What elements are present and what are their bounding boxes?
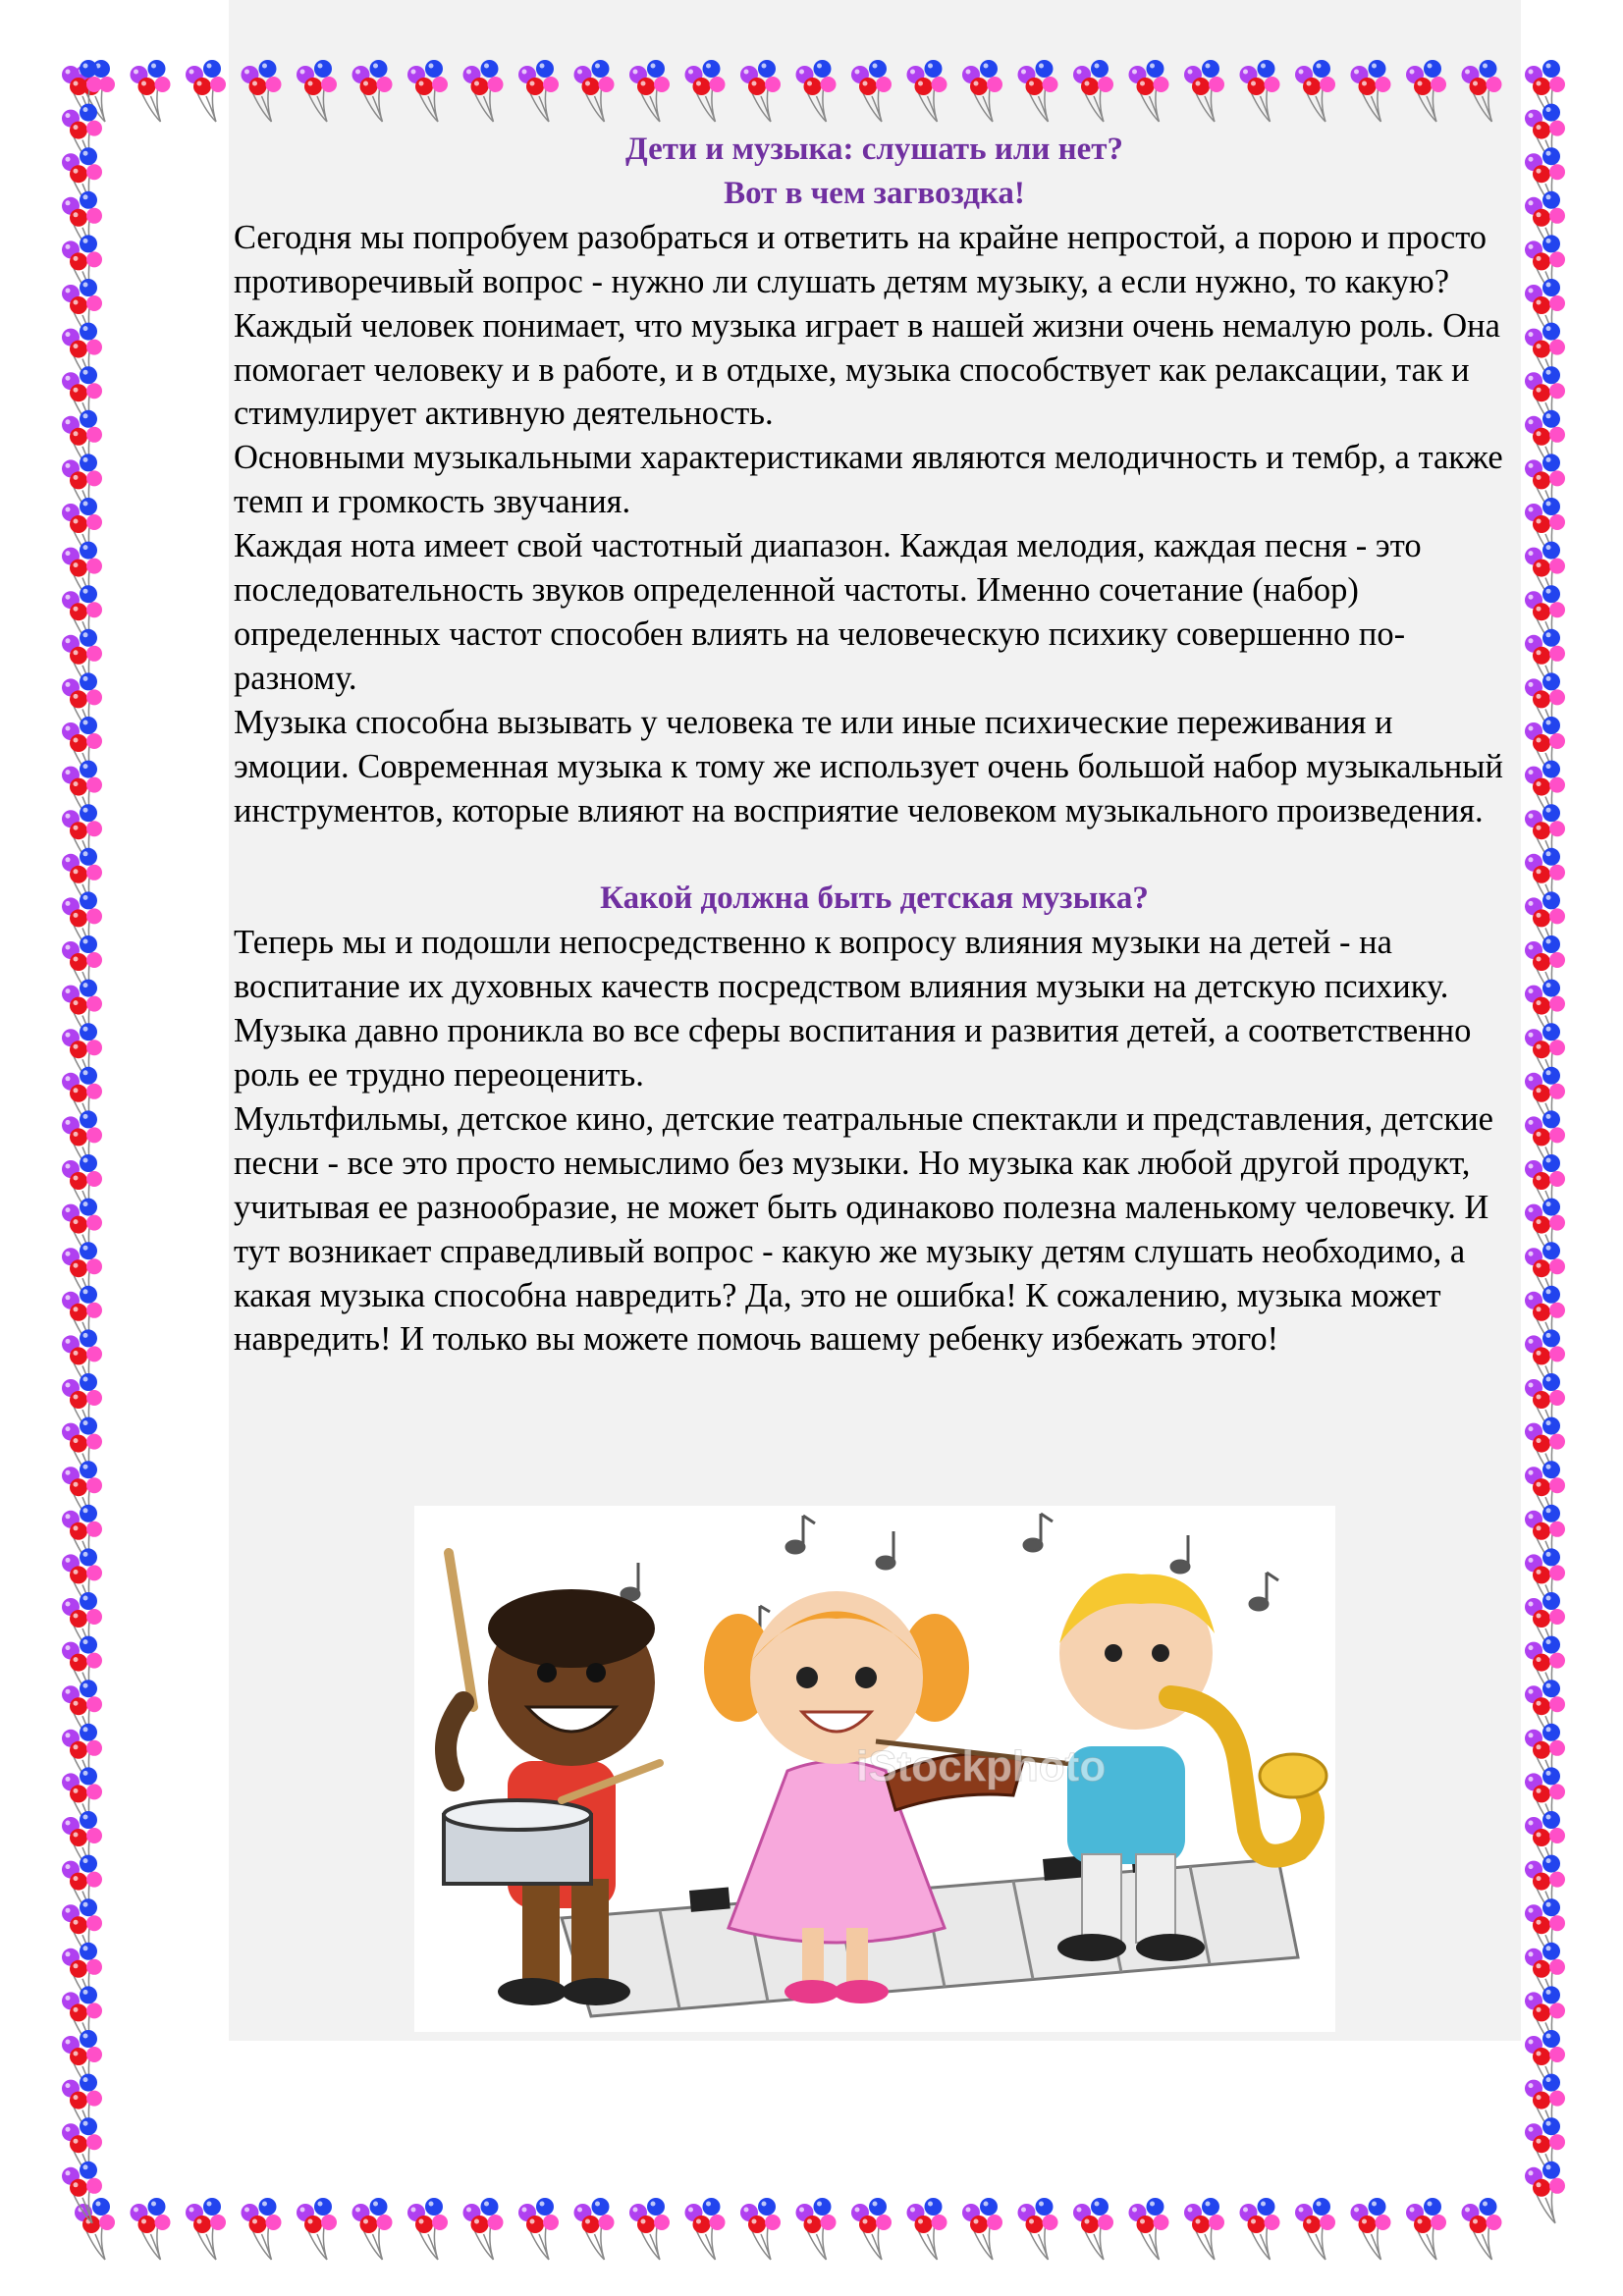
balloon-icon (1525, 279, 1565, 341)
balloon-icon (1525, 147, 1565, 209)
balloon-icon (1525, 1023, 1565, 1085)
balloon-icon (1525, 1505, 1565, 1567)
balloon-icon (62, 1811, 102, 1873)
balloon-icon (62, 1373, 102, 1435)
balloon-icon (1525, 935, 1565, 997)
balloon-icon (1525, 1767, 1565, 1829)
balloon-icon (1525, 498, 1565, 560)
balloon-icon (62, 1461, 102, 1522)
balloon-icon (186, 60, 226, 122)
balloon-icon (1184, 2198, 1224, 2260)
paragraph: Основными музыкальными характеристиками являются мелодичность и тембр, а также темп и громкость звучания. (234, 439, 1503, 521)
balloon-icon (62, 1199, 102, 1260)
balloon-icon (907, 2198, 947, 2260)
balloon-icon (62, 1548, 102, 1610)
balloon-icon (740, 2198, 781, 2260)
balloon-icon (62, 498, 102, 560)
balloon-icon (1525, 1154, 1565, 1216)
balloon-icon (1525, 629, 1565, 691)
balloon-icon (796, 2198, 837, 2260)
balloon-icon (1525, 1067, 1565, 1129)
balloon-icon (62, 323, 102, 385)
balloon-icon (62, 1767, 102, 1829)
balloon-icon (62, 1943, 102, 2004)
watermark-text: iStockphoto (856, 1742, 1107, 1790)
balloon-icon (62, 1329, 102, 1391)
balloon-icon (1525, 2162, 1565, 2223)
balloon-icon (62, 1636, 102, 1698)
balloon-icon (62, 2162, 102, 2223)
balloon-icon (242, 2198, 282, 2260)
balloon-icon (62, 1023, 102, 1085)
balloon-icon (1525, 1724, 1565, 1786)
balloon-icon (1525, 585, 1565, 647)
paragraph: Музыка способна вызывать у человека те или иные психические переживания и эмоции. Современная музыка к тому же использует очень большой набор музыкальный инструментов, которые влияют на восприятие человеком музыкального произведения. (234, 703, 1503, 829)
paragraph: Теперь мы и подошли непосредственно к вопросу влияния музыки на детей - на воспитание их духовных качеств посредством влияния музыки на детскую психику. Музыка давно проникла во все сферы воспитания и развития детей, а соответственно роль ее трудно переоценить. (234, 924, 1472, 1095)
balloon-icon (62, 1986, 102, 2048)
balloon-icon (1525, 1680, 1565, 1741)
balloon-icon (962, 2198, 1002, 2260)
paragraph: Мультфильмы, детское кино, детские театральные спектакли и представления, детские песни - все это просто немыслимо без музыки. Но музыка как любой другой продукт, учитывая ее разнообразие, не может быть одинаково полезна маленькому человечку. И тут возникает справедливый вопрос - какую же музыку детям слушать необходимо, а какая музыка способна навредить? Да, это не ошибка! К сожалению, музыка может навредить! И только вы можете помочь вашему ребенку избежать этого! (234, 1099, 1493, 1359)
article-text (234, 128, 1515, 1362)
balloon-icon (62, 935, 102, 997)
paragraph: Каждый человек понимает, что музыка играет в нашей жизни очень немалую роль. Она помогает человеку и в работе, и в отдыхе, музыка способствует как релаксации, так и стимулирует активную деятельность. (234, 306, 1500, 433)
balloon-icon (1525, 542, 1565, 604)
balloon-icon (574, 2198, 615, 2260)
balloon-icon (62, 235, 102, 296)
article-title-line1: Дети и музыка: слушать или нет? (625, 132, 1123, 167)
balloon-icon (62, 60, 102, 122)
balloon-icon (1525, 717, 1565, 778)
balloon-icon (62, 147, 102, 209)
balloon-icon (1351, 2198, 1391, 2260)
balloon-icon (62, 1154, 102, 1216)
balloon-icon (1525, 2030, 1565, 2092)
section-heading: Какой должна быть детская музыка? (600, 881, 1149, 917)
balloon-icon (131, 2198, 171, 2260)
balloon-icon (1525, 366, 1565, 428)
balloon-icon (1525, 1417, 1565, 1479)
balloon-icon (1525, 454, 1565, 515)
balloon-icon (62, 1505, 102, 1567)
balloon-icon (1525, 1592, 1565, 1654)
paragraph: Сегодня мы попробуем разобраться и ответить на крайне непростой, а порою и просто противоречивый вопрос - нужно ли слушать детям музыку, а если нужно, то какую? (234, 218, 1488, 300)
balloon-icon (1525, 1898, 1565, 1960)
balloon-icon (62, 1242, 102, 1304)
balloon-icon (1073, 2198, 1113, 2260)
spacer (234, 833, 1515, 878)
balloon-icon (1525, 980, 1565, 1041)
balloon-icon (1525, 323, 1565, 385)
balloon-icon (297, 2198, 337, 2260)
kids-music-illustration (414, 1506, 1335, 2032)
balloon-icon (62, 891, 102, 953)
balloon-icon (352, 2198, 393, 2260)
balloon-icon (62, 1592, 102, 1654)
balloon-icon (1525, 235, 1565, 296)
balloon-icon (62, 1855, 102, 1917)
balloon-icon (1525, 1855, 1565, 1917)
balloon-icon (62, 279, 102, 341)
balloon-icon (75, 2198, 115, 2260)
balloon-icon (1525, 60, 1565, 122)
balloon-icon (62, 1898, 102, 1960)
balloon-icon (62, 761, 102, 823)
balloon-icon (62, 1680, 102, 1741)
balloon-icon (1525, 2074, 1565, 2136)
balloon-icon (1525, 1943, 1565, 2004)
balloon-icon (1525, 1329, 1565, 1391)
balloon-icon (1525, 761, 1565, 823)
balloon-icon (62, 2030, 102, 2092)
balloon-icon (1295, 2198, 1335, 2260)
balloon-icon (62, 191, 102, 253)
balloon-icon (62, 1110, 102, 1172)
balloon-icon (131, 60, 171, 122)
article-title-line2: Вот в чем загвоздка! (724, 175, 1025, 211)
balloon-icon (1525, 804, 1565, 866)
balloon-icon (518, 2198, 559, 2260)
balloon-icon (1525, 1461, 1565, 1522)
paragraph: Каждая нота имеет свой частотный диапазон. Каждая мелодия, каждая песня - это последовательность звуков определенной частоты. Именно сочетание (набор) определенных частот способен влиять на человеческую психику совершенно по-разному. (234, 527, 1422, 697)
balloon-icon (62, 804, 102, 866)
balloon-icon (1018, 2198, 1058, 2260)
balloon-icon (629, 2198, 670, 2260)
balloon-icon (1525, 672, 1565, 734)
balloon-icon (463, 2198, 504, 2260)
balloon-icon (62, 2117, 102, 2179)
balloon-icon (1525, 2117, 1565, 2179)
balloon-icon (62, 1067, 102, 1129)
balloon-icon (62, 1286, 102, 1348)
balloon-icon (1525, 848, 1565, 910)
balloon-icon (1525, 191, 1565, 253)
balloon-icon (186, 2198, 226, 2260)
balloon-icon (62, 980, 102, 1041)
balloon-icon (62, 454, 102, 515)
balloon-icon (851, 2198, 892, 2260)
balloon-icon (1406, 2198, 1446, 2260)
balloon-icon (62, 717, 102, 778)
balloon-icon (1525, 1110, 1565, 1172)
balloon-icon (62, 672, 102, 734)
balloon-icon (1525, 1636, 1565, 1698)
balloon-icon (407, 2198, 448, 2260)
balloon-icon (1525, 1373, 1565, 1435)
balloon-icon (685, 2198, 726, 2260)
balloon-icon (1525, 1986, 1565, 2048)
balloon-icon (1525, 1811, 1565, 1873)
balloon-icon (62, 585, 102, 647)
balloon-icon (62, 1724, 102, 1786)
balloon-icon (1525, 104, 1565, 166)
balloon-icon (1240, 2198, 1280, 2260)
balloon-icon (62, 104, 102, 166)
balloon-icon (1525, 1548, 1565, 1610)
balloon-icon (75, 60, 115, 122)
balloon-icon (62, 542, 102, 604)
balloon-icon (62, 1417, 102, 1479)
balloon-icon (1525, 1242, 1565, 1304)
balloon-icon (1525, 891, 1565, 953)
balloon-icon (62, 410, 102, 472)
balloon-icon (62, 848, 102, 910)
balloon-icon (1129, 2198, 1169, 2260)
balloon-icon (1462, 2198, 1502, 2260)
balloon-icon (62, 2074, 102, 2136)
balloon-icon (1525, 1286, 1565, 1348)
balloon-icon (62, 629, 102, 691)
balloon-icon (1525, 410, 1565, 472)
balloon-icon (62, 366, 102, 428)
balloon-icon (1525, 1199, 1565, 1260)
